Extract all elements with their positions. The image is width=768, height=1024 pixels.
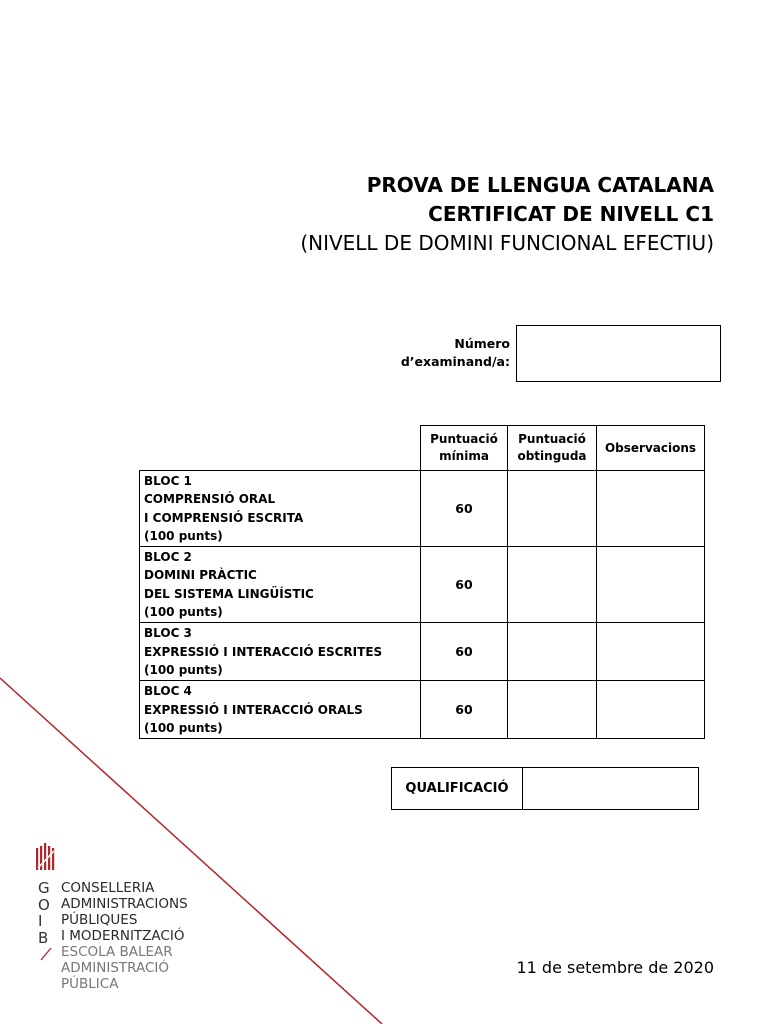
header-obtained-score: Puntuació obtinguda: [508, 426, 597, 471]
header-observations: Observacions: [597, 426, 705, 471]
goib-emblem-icon: [36, 843, 56, 870]
qualification-box: [391, 767, 699, 810]
title-line-2: CERTIFICAT DE NIVELL C1: [428, 202, 714, 226]
document-title: [300, 171, 714, 258]
goib-logo: [36, 843, 188, 992]
bloc-4-obtained-score[interactable]: [508, 681, 597, 739]
bloc-3-min-score: 60: [421, 623, 508, 681]
table-row: [140, 471, 705, 547]
goib-letters: G O I B: [38, 879, 50, 947]
bloc-1-obtained-score[interactable]: [508, 471, 597, 547]
bloc-3-observations[interactable]: [597, 623, 705, 681]
table-row: [140, 547, 705, 623]
bloc-3-label: BLOC 3 EXPRESSIÓ I INTERACCIÓ ESCRITES (100 punts): [140, 623, 421, 681]
table-header-row: [140, 426, 705, 471]
bloc-2-label: BLOC 2 DOMINI PRÀCTIC DEL SISTEMA LINGÜÍSTIC (100 punts): [140, 547, 421, 623]
department-name: CONSELLERIA ADMINISTRACIONS PÚBLIQUES I MODERNITZACIÓ ESCOLA BALEAR ADMINISTRACIÓ PÚBLICA: [61, 880, 188, 992]
exam-date: 11 de setembre de 2020: [516, 958, 714, 977]
bloc-4-label: BLOC 4 EXPRESSIÓ I INTERACCIÓ ORALS (100 punts): [140, 681, 421, 739]
bloc-1-observations[interactable]: [597, 471, 705, 547]
bloc-1-min-score: 60: [421, 471, 508, 547]
title-line-1: PROVA DE LLENGUA CATALANA: [366, 173, 714, 197]
examinee-number-field[interactable]: [516, 325, 721, 382]
qualification-label: QUALIFICACIÓ: [392, 768, 523, 809]
bloc-2-obtained-score[interactable]: [508, 547, 597, 623]
bloc-4-min-score: 60: [421, 681, 508, 739]
bloc-4-observations[interactable]: [597, 681, 705, 739]
title-line-3: (NIVELL DE DOMINI FUNCIONAL EFECTIU): [300, 231, 714, 255]
slash-icon: [40, 947, 52, 961]
table-row: [140, 623, 705, 681]
score-table: [139, 425, 705, 739]
header-min-score: Puntuació mínima: [421, 426, 508, 471]
bloc-3-obtained-score[interactable]: [508, 623, 597, 681]
examinee-number-label: Número d’examinand/a:: [400, 336, 510, 369]
qualification-field[interactable]: [523, 768, 698, 809]
table-row: [140, 681, 705, 739]
bloc-2-min-score: 60: [421, 547, 508, 623]
header-blank: [140, 426, 421, 471]
bloc-2-observations[interactable]: [597, 547, 705, 623]
bloc-1-label: BLOC 1 COMPRENSIÓ ORAL I COMPRENSIÓ ESCRITA (100 punts): [140, 471, 421, 547]
